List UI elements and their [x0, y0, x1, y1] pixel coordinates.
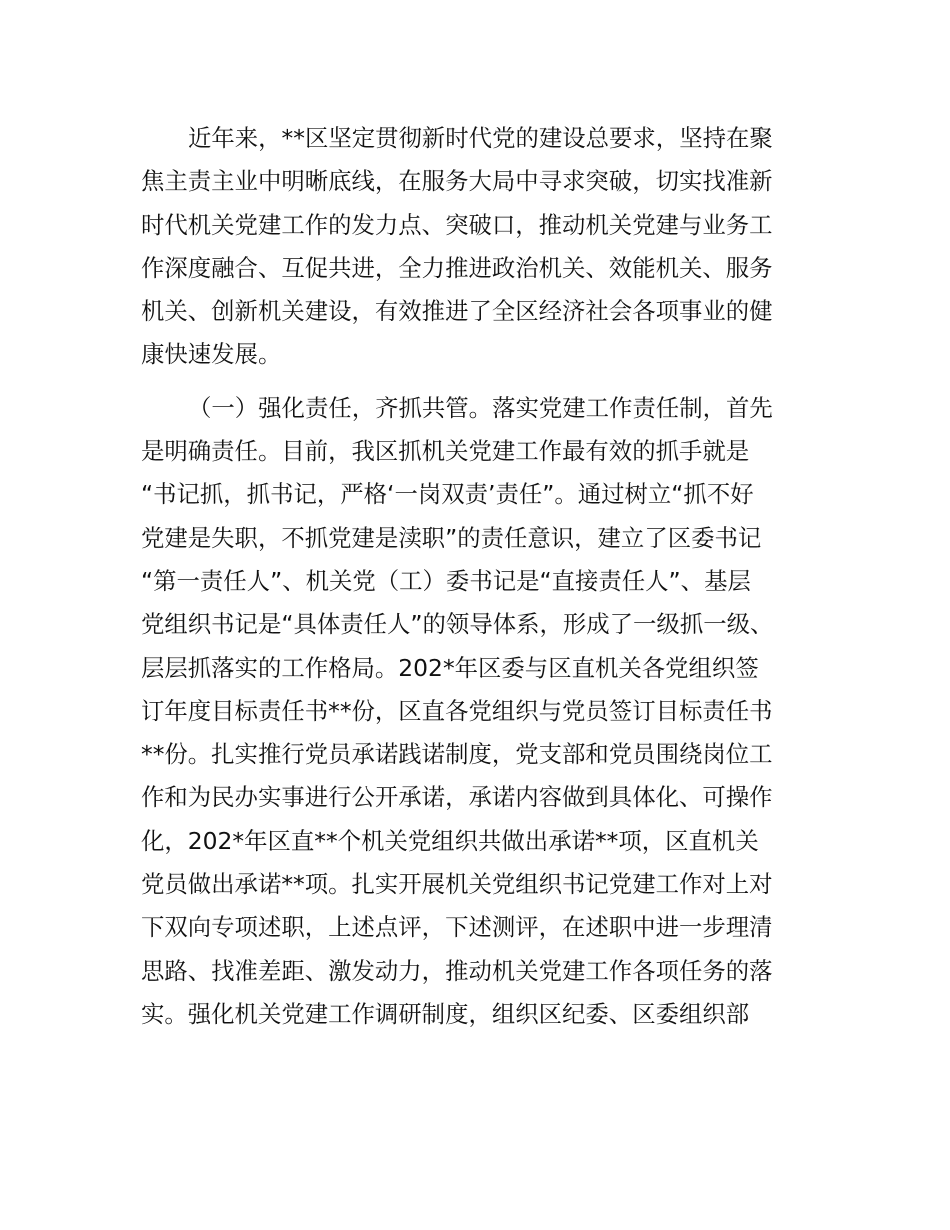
- text-line: 下双向专项述职，上述点评，下述测评，在述职中进一步理清: [141, 913, 773, 942]
- text-line: “书记抓，抓书记，严格‘一岗双责’责任”。通过树立“抓不好: [141, 480, 754, 509]
- text-line: 订年度目标责任书**份，区直各党组织与党员签订目标责任书: [141, 696, 773, 725]
- text-line: **份。扎实推行党员承诺践诺制度，党支部和党员围绕岗位工: [141, 740, 773, 769]
- text-line: 实。强化机关党建工作调研制度，组织区纪委、区委组织部: [141, 999, 750, 1028]
- text-line: 化，202*年区直**个机关党组织共做出承诺**项，区直机关: [141, 826, 759, 855]
- text-line: 时代机关党建工作的发力点、突破口，推动机关党建与业务工: [141, 210, 773, 239]
- text-line: 机关、创新机关建设，有效推进了全区经济社会各项事业的健: [141, 297, 773, 326]
- text-line: 思路、找准差距、激发动力，推动机关党建工作各项任务的落: [141, 956, 773, 985]
- paragraph-intro: [141, 117, 813, 377]
- text-line: “第一责任人”、机关党（工）委书记是“直接责任人”、基层: [141, 566, 751, 595]
- text-line: 作深度融合、互促共进，全力推进政治机关、效能机关、服务: [141, 253, 773, 282]
- section-heading-line: （一）强化责任，齐抓共管。落实党建工作责任制，首先: [188, 393, 773, 422]
- paragraph-section-1: [141, 387, 813, 1036]
- text-line: 康快速发展。: [141, 340, 282, 369]
- text-line: 焦主责主业中明晰底线，在服务大局中寻求突破，切实找准新: [141, 167, 773, 196]
- document-page: [141, 117, 813, 1036]
- text-line: 层层抓落实的工作格局。202*年区委与区直机关各党组织签: [141, 653, 759, 682]
- text-line: 作和为民办实事进行公开承诺，承诺内容做到具体化、可操作: [141, 783, 773, 812]
- text-line: 党组织书记是“具体责任人”的领导体系，形成了一级抓一级、: [141, 610, 774, 639]
- text-line: 是明确责任。目前，我区抓机关党建工作最有效的抓手就是: [141, 437, 750, 466]
- text-line: 党建是失职，不抓党建是渎职”的责任意识，建立了区委书记: [141, 523, 762, 552]
- text-line: 近年来，**区坚定贯彻新时代党的建设总要求，坚持在聚: [188, 124, 773, 152]
- text-line: 党员做出承诺**项。扎实开展机关党组织书记党建工作对上对: [141, 870, 773, 899]
